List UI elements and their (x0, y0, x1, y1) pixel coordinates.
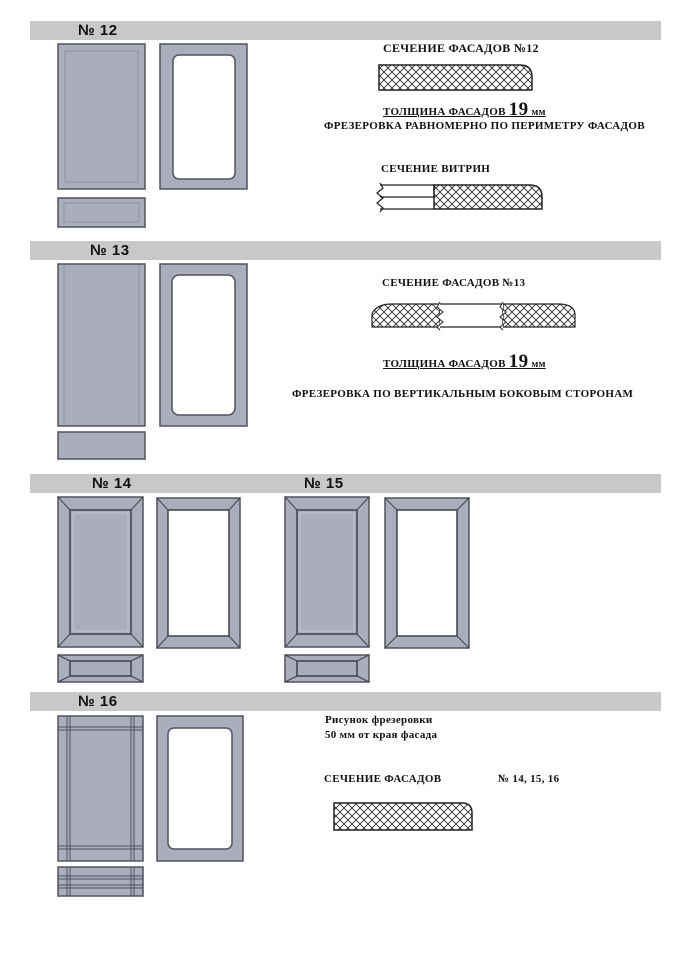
milling-pattern-line-2: 50 мм от края фасада (325, 729, 438, 741)
showcase-section-title: СЕЧЕНИЕ ВИТРИН (381, 163, 491, 175)
section-14-15-16-profile (334, 803, 472, 830)
section-12-number: № 12 (78, 22, 118, 39)
facade-16-glass-frame (157, 716, 243, 861)
thickness-value: 19 (508, 351, 529, 372)
facade-14-raised-panel (58, 497, 143, 647)
section-13-milling-note: ФРЕЗЕРОВКА ПО ВЕРТИКАЛЬНЫМ БОКОВЫМ СТОРОНАМ (292, 388, 634, 400)
section-13-number: № 13 (90, 242, 130, 259)
facade-15-drawer-panel (285, 655, 369, 682)
thickness-prefix: ТОЛЩИНА ФАСАДОВ (383, 358, 506, 370)
thickness-unit: мм (531, 359, 546, 370)
facade-13-solid-panel (58, 264, 145, 426)
facade-12-glass-frame (160, 44, 247, 189)
milling-pattern-line-1: Рисунок фрезеровки (325, 714, 433, 726)
facade-12-solid-panel (58, 44, 145, 189)
facade-14-glass-frame (157, 498, 240, 648)
facade-15-raised-panel (285, 497, 369, 647)
section-12-title: СЕЧЕНИЕ ФАСАДОВ №12 (383, 41, 539, 55)
section-12-milling-note: ФРЕЗЕРОВКА РАВНОМЕРНО ПО ПЕРИМЕТРУ ФАСАДОВ (324, 120, 645, 132)
facade-13-glass-frame (160, 264, 247, 426)
section-14-number: № 14 (92, 475, 132, 492)
facade-15-glass-frame (385, 498, 469, 648)
thickness-prefix: ТОЛЩИНА ФАСАДОВ (383, 106, 506, 118)
facade-16-drawer-panel (58, 867, 143, 896)
section-12-profile (379, 65, 532, 90)
showcase-section-profile (377, 183, 542, 212)
thickness-value: 19 (508, 99, 529, 120)
section-14-15-16-title: СЕЧЕНИЕ ФАСАДОВ (324, 773, 442, 785)
facade-16-grid-panel (58, 716, 143, 861)
section-13-profile (372, 302, 575, 330)
section-12-thickness (383, 99, 546, 121)
section-13-thickness (383, 351, 546, 373)
section-16-number: № 16 (78, 693, 118, 710)
facade-12-drawer-panel (58, 198, 145, 227)
facade-14-drawer-panel (58, 655, 143, 682)
facade-13-drawer-panel (58, 432, 145, 459)
section-14-15-16-numbers: № 14, 15, 16 (498, 773, 560, 785)
section-15-number: № 15 (304, 475, 344, 492)
thickness-unit: мм (531, 107, 546, 118)
section-13-title: СЕЧЕНИЕ ФАСАДОВ №13 (382, 277, 526, 289)
